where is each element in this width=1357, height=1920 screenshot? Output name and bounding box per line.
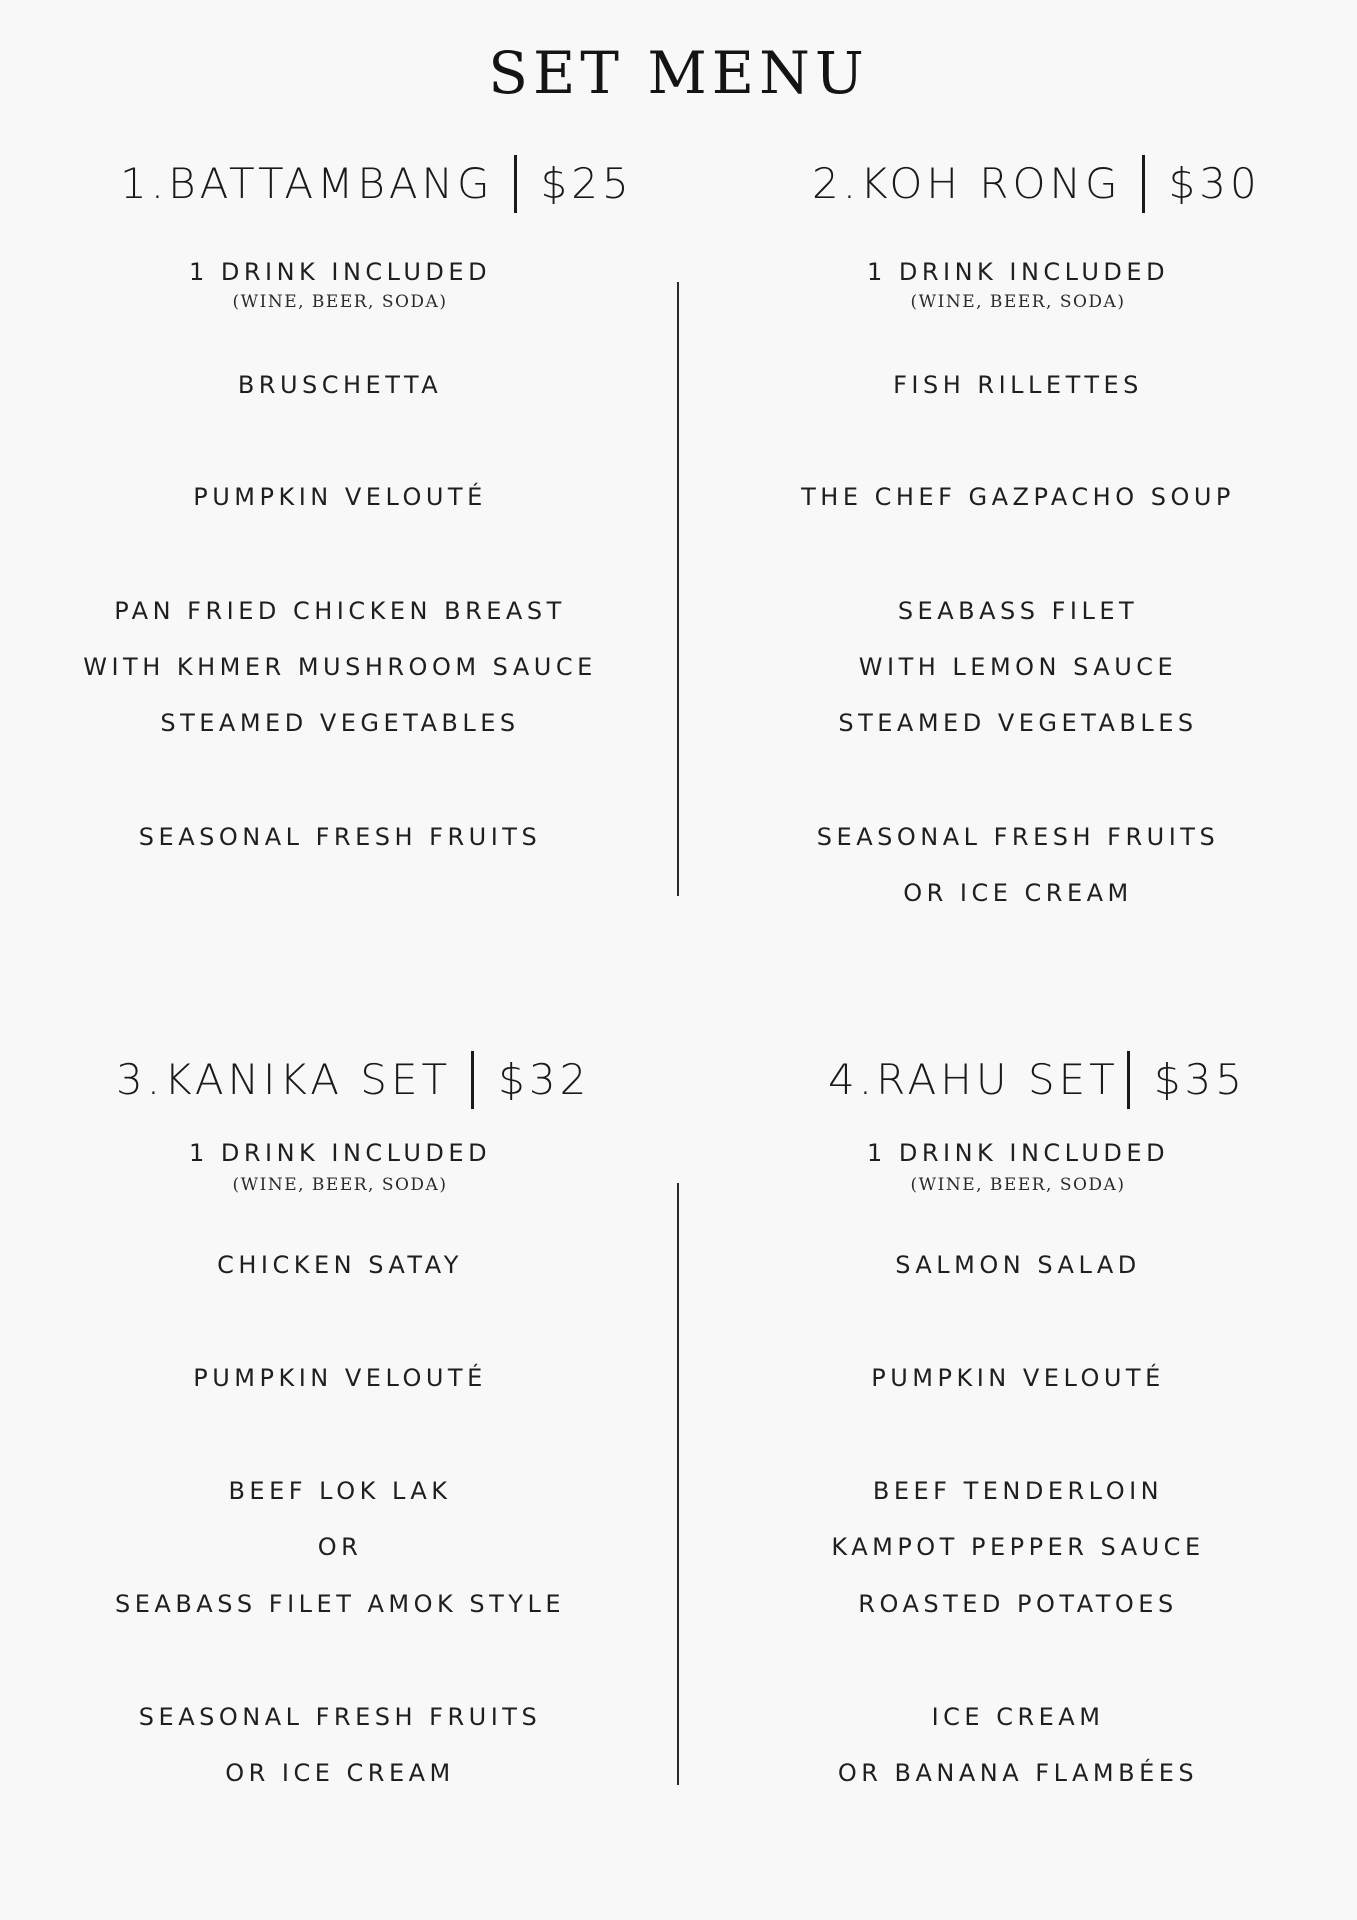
menu-line: SEABASS FILET AMOK STYLE — [115, 1590, 565, 1618]
menu-line: OR ICE CREAM — [903, 879, 1133, 907]
menu-line: THE CHEF GAZPACHO SOUP — [801, 483, 1235, 511]
column-divider — [677, 282, 679, 896]
menu-line: ICE CREAM — [931, 1703, 1105, 1731]
menu-line: SEASONAL FRESH FRUITS — [816, 823, 1220, 851]
drink-note: (WINE, BEER, SODA) — [232, 292, 448, 312]
menu-line: PAN FRIED CHICKEN BREAST — [114, 597, 566, 625]
set-heading-kanika — [116, 1050, 590, 1110]
heading-divider — [471, 1051, 474, 1109]
heading-divider — [1142, 155, 1145, 213]
menu-line: SALMON SALAD — [895, 1251, 1141, 1279]
drink-note: (WINE, BEER, SODA) — [910, 1175, 1126, 1195]
heading-divider — [1127, 1051, 1130, 1109]
menu-line: CHICKEN SATAY — [217, 1251, 463, 1279]
drink-note: (WINE, BEER, SODA) — [910, 292, 1126, 312]
menu-line: KAMPOT PEPPER SAUCE — [831, 1533, 1205, 1561]
set-name: 4.RAHU SET — [828, 1055, 1119, 1104]
menu-line: PUMPKIN VELOUTÉ — [193, 1364, 487, 1392]
set-price: $25 — [540, 159, 633, 208]
menu-line: FISH RILLETTES — [893, 371, 1143, 399]
menu-line: BRUSCHETTA — [237, 371, 443, 399]
set-heading-koh-rong — [812, 154, 1261, 214]
menu-line: ROASTED POTATOES — [858, 1590, 1178, 1618]
menu-line: PUMPKIN VELOUTÉ — [193, 483, 487, 511]
set-price: $30 — [1168, 159, 1261, 208]
set-heading-rahu — [828, 1050, 1246, 1110]
menu-line: PUMPKIN VELOUTÉ — [871, 1364, 1165, 1392]
page-title: SET MENU — [488, 39, 869, 107]
column-divider — [677, 1183, 679, 1785]
menu-line: OR ICE CREAM — [225, 1759, 455, 1787]
menu-line: OR BANANA FLAMBÉES — [837, 1759, 1199, 1787]
drink-included: 1 DRINK INCLUDED — [188, 1139, 492, 1167]
menu-line: SEABASS FILET — [897, 597, 1139, 625]
menu-line: BEEF LOK LAK — [228, 1477, 452, 1505]
menu-line: BEEF TENDERLOIN — [872, 1477, 1164, 1505]
menu-line: STEAMED VEGETABLES — [838, 709, 1198, 737]
menu-line: SEASONAL FRESH FRUITS — [138, 823, 542, 851]
heading-divider — [514, 155, 517, 213]
set-price: $32 — [498, 1055, 591, 1104]
set-name: 1.BATTAMBANG — [120, 159, 494, 208]
drink-included: 1 DRINK INCLUDED — [188, 258, 492, 286]
set-price: $35 — [1153, 1055, 1246, 1104]
menu-line: SEASONAL FRESH FRUITS — [138, 1703, 542, 1731]
drink-note: (WINE, BEER, SODA) — [232, 1175, 448, 1195]
menu-line: WITH KHMER MUSHROOM SAUCE — [83, 653, 597, 681]
set-name: 2.KOH RONG — [812, 159, 1122, 208]
menu-line: STEAMED VEGETABLES — [160, 709, 520, 737]
drink-included: 1 DRINK INCLUDED — [866, 258, 1170, 286]
menu-line: OR — [317, 1533, 363, 1561]
set-name: 3.KANIKA SET — [116, 1055, 452, 1104]
set-heading-battambang — [120, 154, 633, 214]
menu-line: WITH LEMON SAUCE — [858, 653, 1178, 681]
drink-included: 1 DRINK INCLUDED — [866, 1139, 1170, 1167]
